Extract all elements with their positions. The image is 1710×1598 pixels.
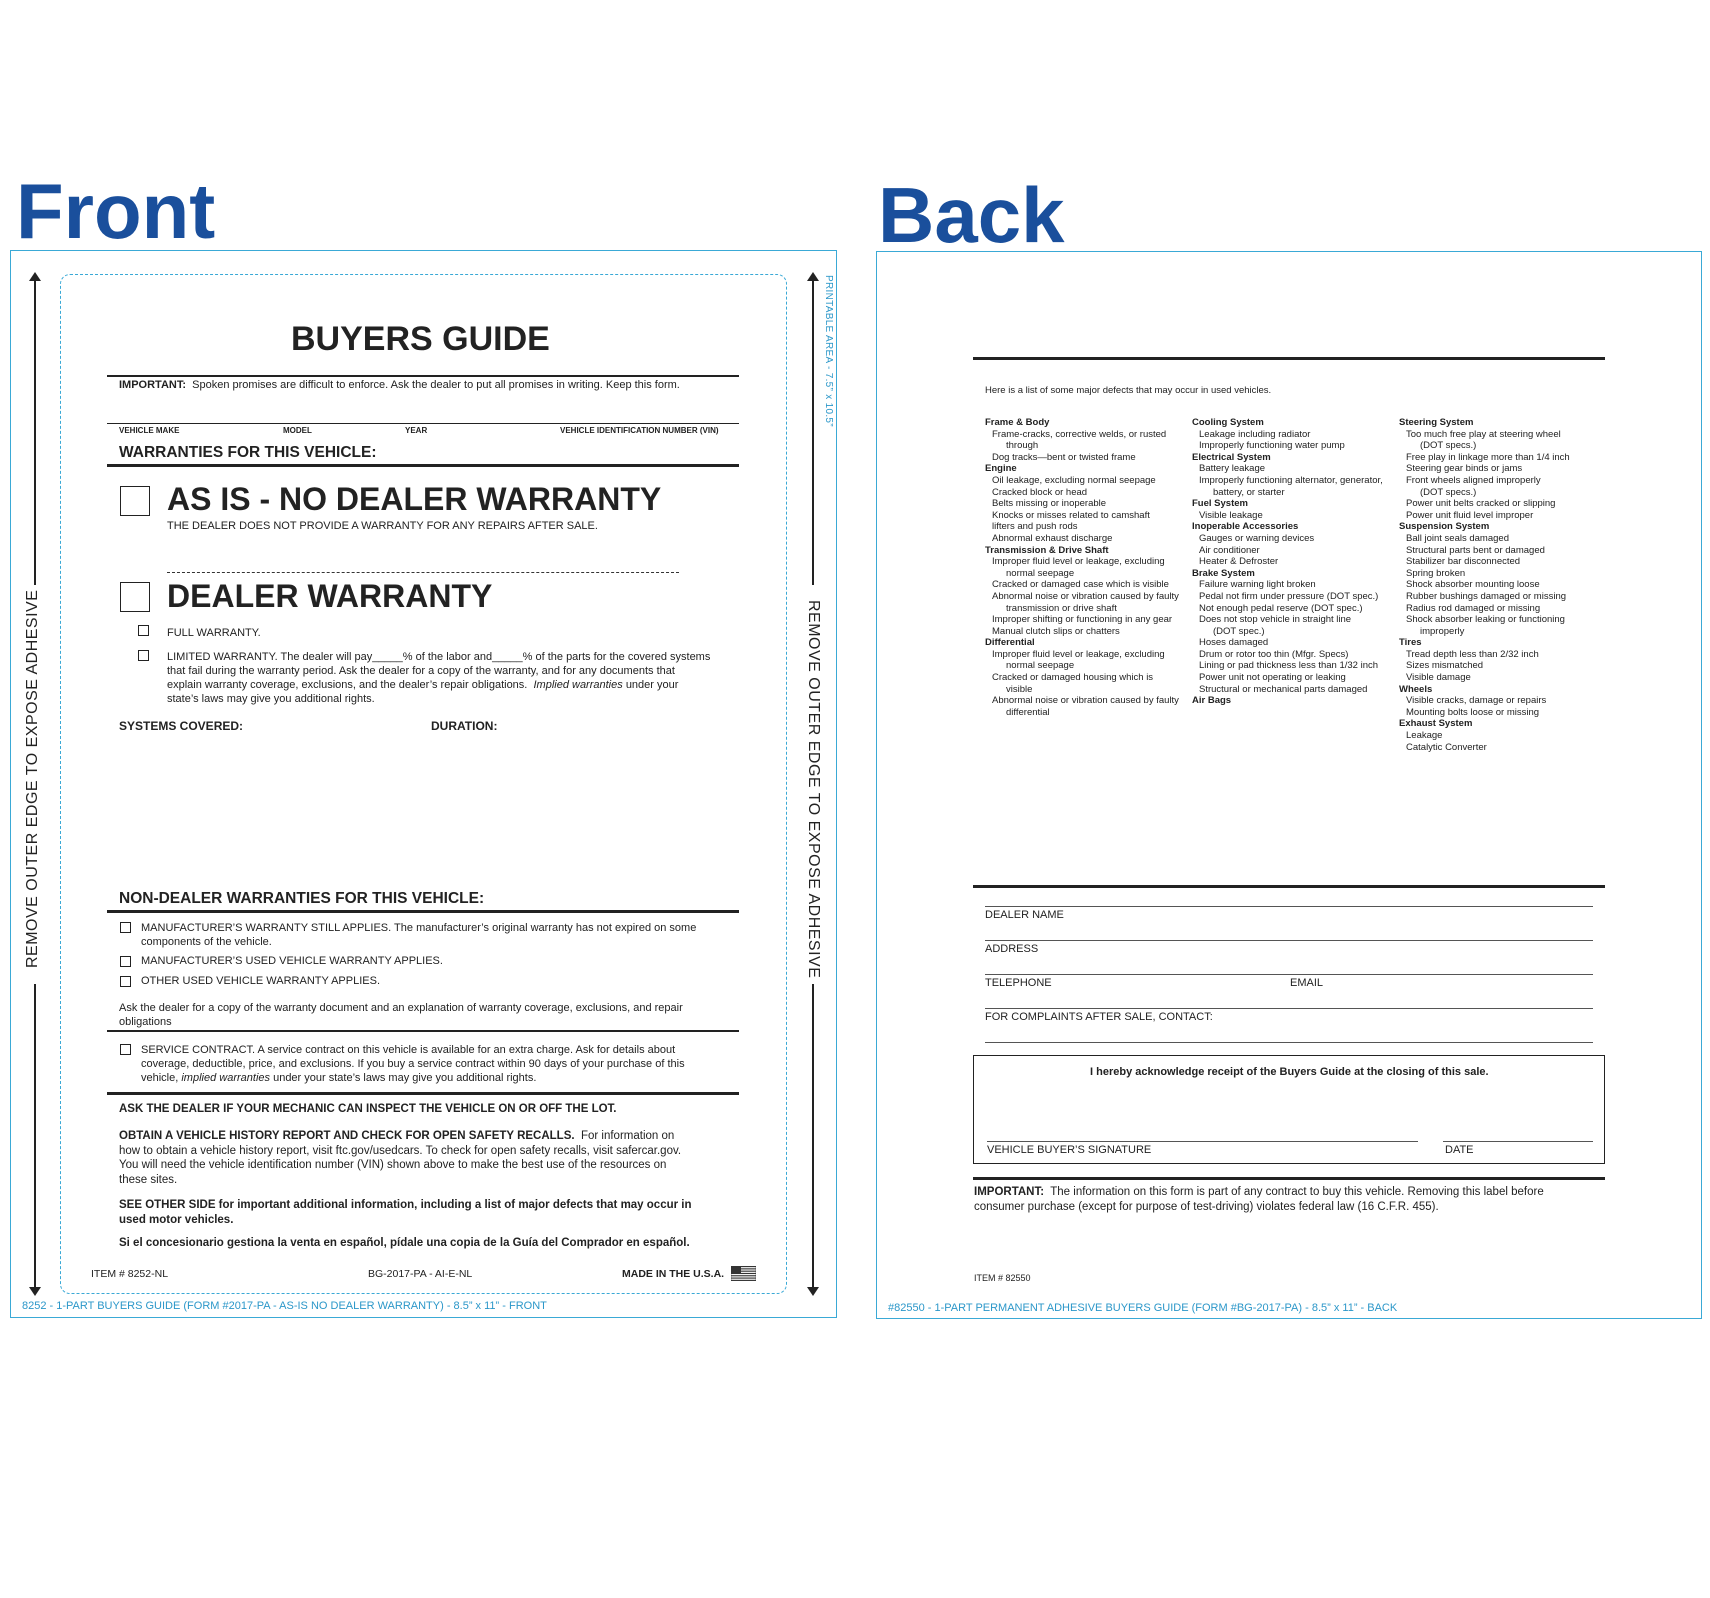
defect-item: Tread depth less than 2/32 inch	[1406, 648, 1539, 660]
duration-label: DURATION:	[431, 719, 498, 733]
dealer-name-label: DEALER NAME	[985, 909, 1064, 921]
signature-label: VEHICLE BUYER’S SIGNATURE	[987, 1144, 1152, 1156]
defect-item: (DOT spec.)	[1213, 625, 1265, 637]
made-in-usa: MADE IN THE U.S.A.	[622, 1268, 725, 1280]
defect-item: Radius rod damaged or missing	[1406, 602, 1541, 614]
as-is-subtitle: THE DEALER DOES NOT PROVIDE A WARRANTY FOR ANY REPAIRS AFTER SALE.	[167, 520, 598, 532]
defect-item: lifters and push rods	[992, 521, 1078, 533]
defect-item: Improper fluid level or leakage, excluding	[992, 648, 1165, 660]
important-notice: IMPORTANT: Spoken promises are difficult to enforce. Ask the dealer to put all promises in writing. Keep this form.	[119, 379, 680, 391]
defect-item: Heater & Defroster	[1199, 556, 1279, 568]
defect-category: Air Bags	[1192, 695, 1232, 707]
defect-item: Improperly functioning alternator, generator,	[1199, 474, 1383, 486]
address-label: ADDRESS	[985, 943, 1039, 955]
defect-item: (DOT specs.)	[1420, 486, 1477, 498]
right-side-instruction: REMOVE OUTER EDGE TO EXPOSE ADHESIVE	[805, 600, 822, 979]
service-contract-text: SERVICE CONTRACT. A service contract on this vehicle is available for an extra charge. Ask for details about coverage, deductible, price, and exclusions. If you buy a service contract within 90 days of your purchase of this vehicle, implied warranties under your state’s laws may give you additional rights.	[141, 1044, 685, 1084]
defect-item: Air conditioner	[1199, 544, 1260, 556]
limited-warranty-text: LIMITED WARRANTY. The dealer will pay_____% of the labor and_____% of the parts for the covered systems that fail during the warranty period. Ask the dealer for a copy of the warranty, and for any documents that explain warranty coverage, exclusions, and the dealer’s repair obligations. Implied warranties under your state’s laws may give you additional rights.	[167, 651, 711, 705]
defect-item: Dog tracks—bent or twisted frame	[992, 451, 1136, 463]
defect-item: Gauges or warning devices	[1199, 532, 1315, 544]
defect-item: Knocks or misses related to camshaft	[992, 509, 1150, 521]
defect-item: Visible leakage	[1199, 509, 1263, 521]
defect-item: Leakage including radiator	[1199, 428, 1311, 440]
defect-item: differential	[1006, 706, 1050, 718]
defect-category: Fuel System	[1192, 498, 1248, 510]
defect-item: Free play in linkage more than 1/4 inch	[1406, 451, 1570, 463]
defect-item: Cracked or damaged case which is visible	[992, 579, 1169, 591]
defect-category: Suspension System	[1399, 521, 1490, 533]
defects-column-3	[1399, 417, 1570, 753]
defect-item: Abnormal noise or vibration caused by faulty	[992, 590, 1179, 602]
defect-item: Spring broken	[1406, 567, 1466, 579]
defect-item: Stabilizer bar disconnected	[1406, 556, 1521, 568]
defect-item: Frame-cracks, corrective welds, or rusted	[992, 428, 1167, 440]
defect-item: battery, or starter	[1213, 486, 1285, 498]
back-caption: #82550 - 1-PART PERMANENT ADHESIVE BUYERS GUIDE (FORM #BG-2017-PA) - 8.5” x 11” - BACK	[888, 1302, 1398, 1314]
left-side-instruction: REMOVE OUTER EDGE TO EXPOSE ADHESIVE	[24, 589, 41, 968]
us-flag-icon	[731, 1266, 756, 1281]
non-dealer-heading: NON-DEALER WARRANTIES FOR THIS VEHICLE:	[119, 890, 485, 907]
email-label: EMAIL	[1290, 977, 1324, 989]
defect-item: Improper shifting or functioning in any gear	[992, 614, 1173, 626]
manufacturer-warranty-text: MANUFACTURER’S WARRANTY STILL APPLIES. The manufacturer’s original warranty has not expired on some components of the vehicle.	[141, 922, 697, 948]
arrow-up-icon	[29, 272, 41, 281]
defect-item: Power unit fluid level improper	[1406, 509, 1534, 521]
defect-item: Power unit belts cracked or slipping	[1406, 498, 1556, 510]
defect-item: Power unit not operating or leaking	[1199, 672, 1346, 684]
defect-item: Sizes mismatched	[1406, 660, 1484, 672]
defect-item: visible	[1006, 683, 1033, 695]
form-code: BG-2017-PA - AI-E-NL	[368, 1268, 473, 1280]
defect-category: Transmission & Drive Shaft	[985, 544, 1109, 556]
dealer-warranty-checkbox[interactable]	[120, 582, 150, 612]
other-warranty-label: OTHER USED VEHICLE WARRANTY APPLIES.	[141, 975, 381, 987]
defect-category: Exhaust System	[1399, 718, 1473, 730]
full-warranty-checkbox[interactable]	[138, 625, 149, 636]
defect-item: through	[1006, 440, 1039, 452]
defect-category: Wheels	[1399, 683, 1433, 695]
mechanic-notice: ASK THE DEALER IF YOUR MECHANIC CAN INSPECT THE VEHICLE ON OR OFF THE LOT.	[119, 1103, 617, 1115]
year-label: YEAR	[405, 426, 428, 435]
defect-item: Front wheels aligned improperly	[1406, 474, 1541, 486]
defects-intro: Here is a list of some major defects that may occur in used vehicles.	[985, 385, 1272, 396]
used-warranty-label: MANUFACTURER’S USED VEHICLE WARRANTY APPLIES.	[141, 955, 443, 967]
defect-item: Improper fluid level or leakage, excluding	[992, 556, 1165, 568]
defect-item: Battery leakage	[1199, 463, 1266, 475]
vehicle-make-label: VEHICLE MAKE	[119, 426, 180, 435]
defect-item: Shock absorber leaking or functioning	[1406, 614, 1565, 626]
defect-category: Engine	[985, 463, 1017, 475]
defect-item: normal seepage	[1006, 660, 1075, 672]
defect-item: (DOT specs.)	[1420, 440, 1477, 452]
vin-label: VEHICLE IDENTIFICATION NUMBER (VIN)	[560, 426, 719, 435]
as-is-title: AS IS - NO DEALER WARRANTY	[167, 481, 662, 517]
defect-item: Cracked block or head	[992, 486, 1088, 498]
item-number: ITEM # 8252-NL	[91, 1268, 169, 1280]
back-heading: Back	[878, 171, 1065, 259]
defect-category: Steering System	[1399, 417, 1474, 428]
defect-category: Inoperable Accessories	[1192, 521, 1299, 533]
defect-item: Rubber bushings damaged or missing	[1406, 590, 1567, 602]
defect-item: Catalytic Converter	[1406, 741, 1487, 753]
defect-item: Improperly functioning water pump	[1199, 440, 1345, 452]
defect-item: Structural parts bent or damaged	[1406, 544, 1545, 556]
defect-category: Frame & Body	[985, 417, 1050, 428]
defect-item: Shock absorber mounting loose	[1406, 579, 1540, 591]
defect-item: Pedal not firm under pressure (DOT spec.)	[1199, 590, 1379, 602]
manufacturer-warranty-checkbox[interactable]	[120, 922, 131, 933]
defect-item: Abnormal exhaust discharge	[992, 532, 1113, 544]
defect-item: Not enough pedal reserve (DOT spec.)	[1199, 602, 1363, 614]
warranties-heading: WARRANTIES FOR THIS VEHICLE:	[119, 444, 377, 461]
defect-item: Visible damage	[1406, 672, 1471, 684]
arrow-down-icon	[29, 1287, 41, 1296]
defect-category: Tires	[1399, 637, 1422, 649]
back-item-number: ITEM # 82550	[974, 1273, 1031, 1283]
defect-item: Mounting bolts loose or missing	[1406, 706, 1540, 718]
limited-warranty-checkbox[interactable]	[138, 650, 149, 661]
systems-covered-label: SYSTEMS COVERED:	[119, 719, 244, 733]
front-caption: 8252 - 1-PART BUYERS GUIDE (FORM #2017-PA - AS-IS NO DEALER WARRANTY) - 8.5” x 11” - FRONT	[22, 1300, 547, 1312]
defect-category: Differential	[985, 637, 1035, 649]
dealer-warranty-title: DEALER WARRANTY	[167, 578, 493, 614]
service-contract-checkbox[interactable]	[120, 1044, 131, 1055]
defect-category: Cooling System	[1192, 417, 1264, 428]
back-important-notice: IMPORTANT: The information on this form is part of any contract to buy this vehicle. Removing this label before consumer purchase (except for purpose of test-driving) violates federal law (16 C.F.R. 455).	[974, 1186, 1544, 1213]
defect-item: Drum or rotor too thin (Mfgr. Specs)	[1199, 648, 1349, 660]
full-warranty-label: FULL WARRANTY.	[167, 627, 261, 639]
other-warranty-checkbox[interactable]	[120, 976, 131, 987]
defect-item: Structural or mechanical parts damaged	[1199, 683, 1368, 695]
model-label: MODEL	[283, 426, 312, 435]
defect-category: Brake System	[1192, 567, 1255, 579]
defect-item: Does not stop vehicle in straight line	[1199, 614, 1352, 626]
defect-item: Manual clutch slips or chatters	[992, 625, 1120, 637]
history-report-text: OBTAIN A VEHICLE HISTORY REPORT AND CHECK FOR OPEN SAFETY RECALLS. For information on how to obtain a vehicle history report, visit ftc.gov/usedcars. To check for open safety recalls, visit safercar.gov. You will need the vehicle identification number (VIN) shown above to make the best use of the resources on these sites.	[119, 1130, 682, 1186]
page-title: BUYERS GUIDE	[291, 320, 550, 358]
defect-item: transmission or drive shaft	[1006, 602, 1117, 614]
arrow-down-icon	[807, 1287, 819, 1296]
printable-area-label: PRINTABLE AREA - 7.5” x 10.5”	[823, 275, 834, 427]
defects-column-2	[1192, 417, 1383, 707]
defect-item: Leakage	[1406, 730, 1443, 742]
defect-item: Visible cracks, damage or repairs	[1406, 695, 1547, 707]
defect-item: improperly	[1420, 625, 1465, 637]
arrow-up-icon	[807, 272, 819, 281]
defect-item: Too much free play at steering wheel	[1406, 428, 1561, 440]
defect-item: Ball joint seals damaged	[1406, 532, 1509, 544]
ask-copy-text: Ask the dealer for a copy of the warranty document and an explanation of warranty coverage, exclusions, and repair obligations	[119, 1002, 683, 1028]
defect-item: Lining or pad thickness less than 1/32 inch	[1199, 660, 1379, 672]
defects-column-1	[985, 417, 1179, 718]
defect-item: Failure warning light broken	[1199, 579, 1316, 591]
complaints-label: FOR COMPLAINTS AFTER SALE, CONTACT:	[985, 1011, 1213, 1023]
defect-item: Belts missing or inoperable	[992, 498, 1107, 510]
defect-item: Cracked or damaged housing which is	[992, 672, 1154, 684]
date-label: DATE	[1445, 1144, 1474, 1156]
used-warranty-checkbox[interactable]	[120, 956, 131, 967]
defect-item: Abnormal noise or vibration caused by faulty	[992, 695, 1179, 707]
spanish-notice: Si el concesionario gestiona la venta en español, pídale una copia de la Guía del Comprador en español.	[119, 1237, 690, 1249]
defect-item: Oil leakage, excluding normal seepage	[992, 474, 1156, 486]
defect-item: Steering gear binds or jams	[1406, 463, 1523, 475]
see-other-side: SEE OTHER SIDE for important additional information, including a list of major defects that may occur in used motor vehicles.	[119, 1199, 692, 1226]
defect-item: normal seepage	[1006, 567, 1075, 579]
as-is-checkbox[interactable]	[120, 486, 150, 516]
defect-item: Hoses damaged	[1199, 637, 1269, 649]
acknowledgment-text: I hereby acknowledge receipt of the Buyers Guide at the closing of this sale.	[1090, 1066, 1489, 1078]
front-heading: Front	[16, 167, 216, 255]
telephone-label: TELEPHONE	[985, 977, 1052, 989]
defect-category: Electrical System	[1192, 451, 1271, 463]
